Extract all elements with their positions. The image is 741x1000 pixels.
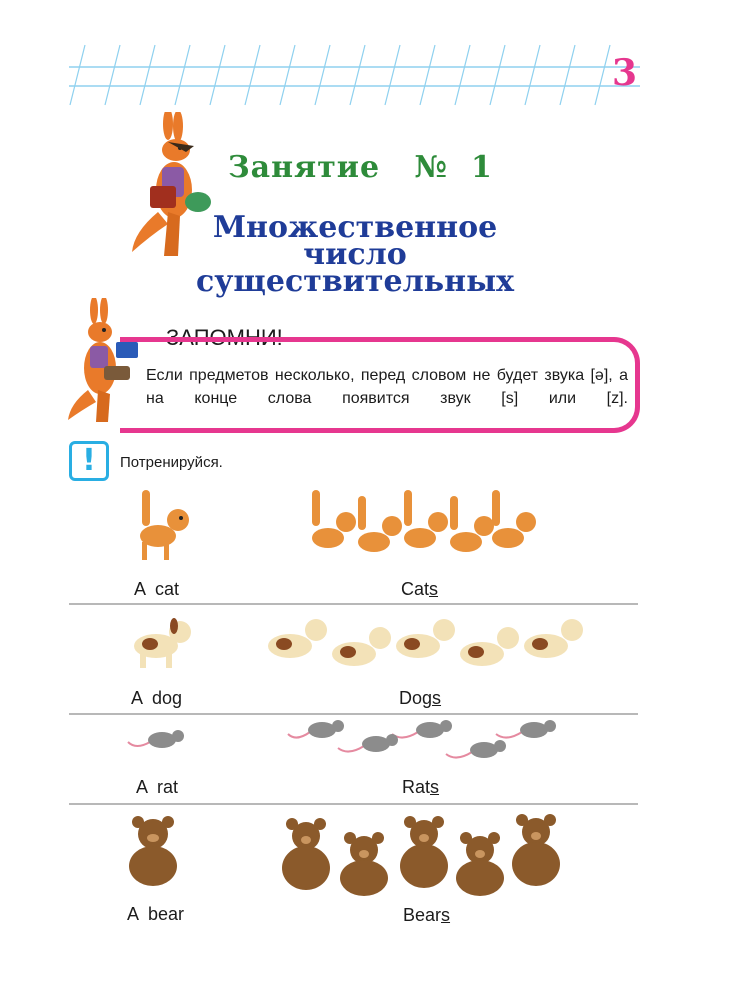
rat-illustration	[126, 722, 190, 754]
exclamation-icon: !	[69, 441, 109, 481]
plural-label-dogs: Dogs	[399, 688, 442, 708]
page-number: 3	[612, 52, 638, 94]
topic-line-3: существительных	[195, 264, 515, 299]
plural-label-rats: Rats	[402, 777, 440, 797]
rule-text: Если предметов несколько, перед словом не будет звука [ə], а на конце слова появится звук [s] или [z].	[146, 367, 628, 407]
remember-title: ЗАПОМНИ!	[166, 325, 283, 350]
row-divider	[69, 803, 638, 805]
cats-illustration	[302, 486, 542, 566]
cat-illustration	[128, 486, 194, 564]
exercise-instruction: Потренируйся.	[120, 454, 223, 471]
bears-illustration	[276, 812, 576, 898]
plural-label-cats: Cats	[401, 579, 439, 599]
lesson-number: № 1	[414, 150, 493, 185]
singular-label-cat: A cat	[134, 579, 180, 599]
bear-illustration	[120, 814, 186, 888]
topic-line-2: число	[303, 237, 407, 272]
dogs-illustration	[260, 608, 586, 680]
topic-line-1: Множественное	[212, 210, 498, 245]
rats-illustration	[284, 716, 560, 768]
plural-label-bears: Bears	[403, 905, 451, 925]
singular-label-bear: A bear	[127, 904, 185, 924]
topic-title	[190, 210, 520, 299]
row-divider	[69, 603, 638, 605]
singular-label-dog: A dog	[131, 688, 183, 708]
dog-illustration	[124, 612, 196, 672]
row-divider	[69, 713, 638, 715]
lesson-heading	[228, 150, 493, 185]
singular-label-rat: A rat	[136, 777, 179, 797]
lesson-label: Занятие	[228, 150, 381, 185]
